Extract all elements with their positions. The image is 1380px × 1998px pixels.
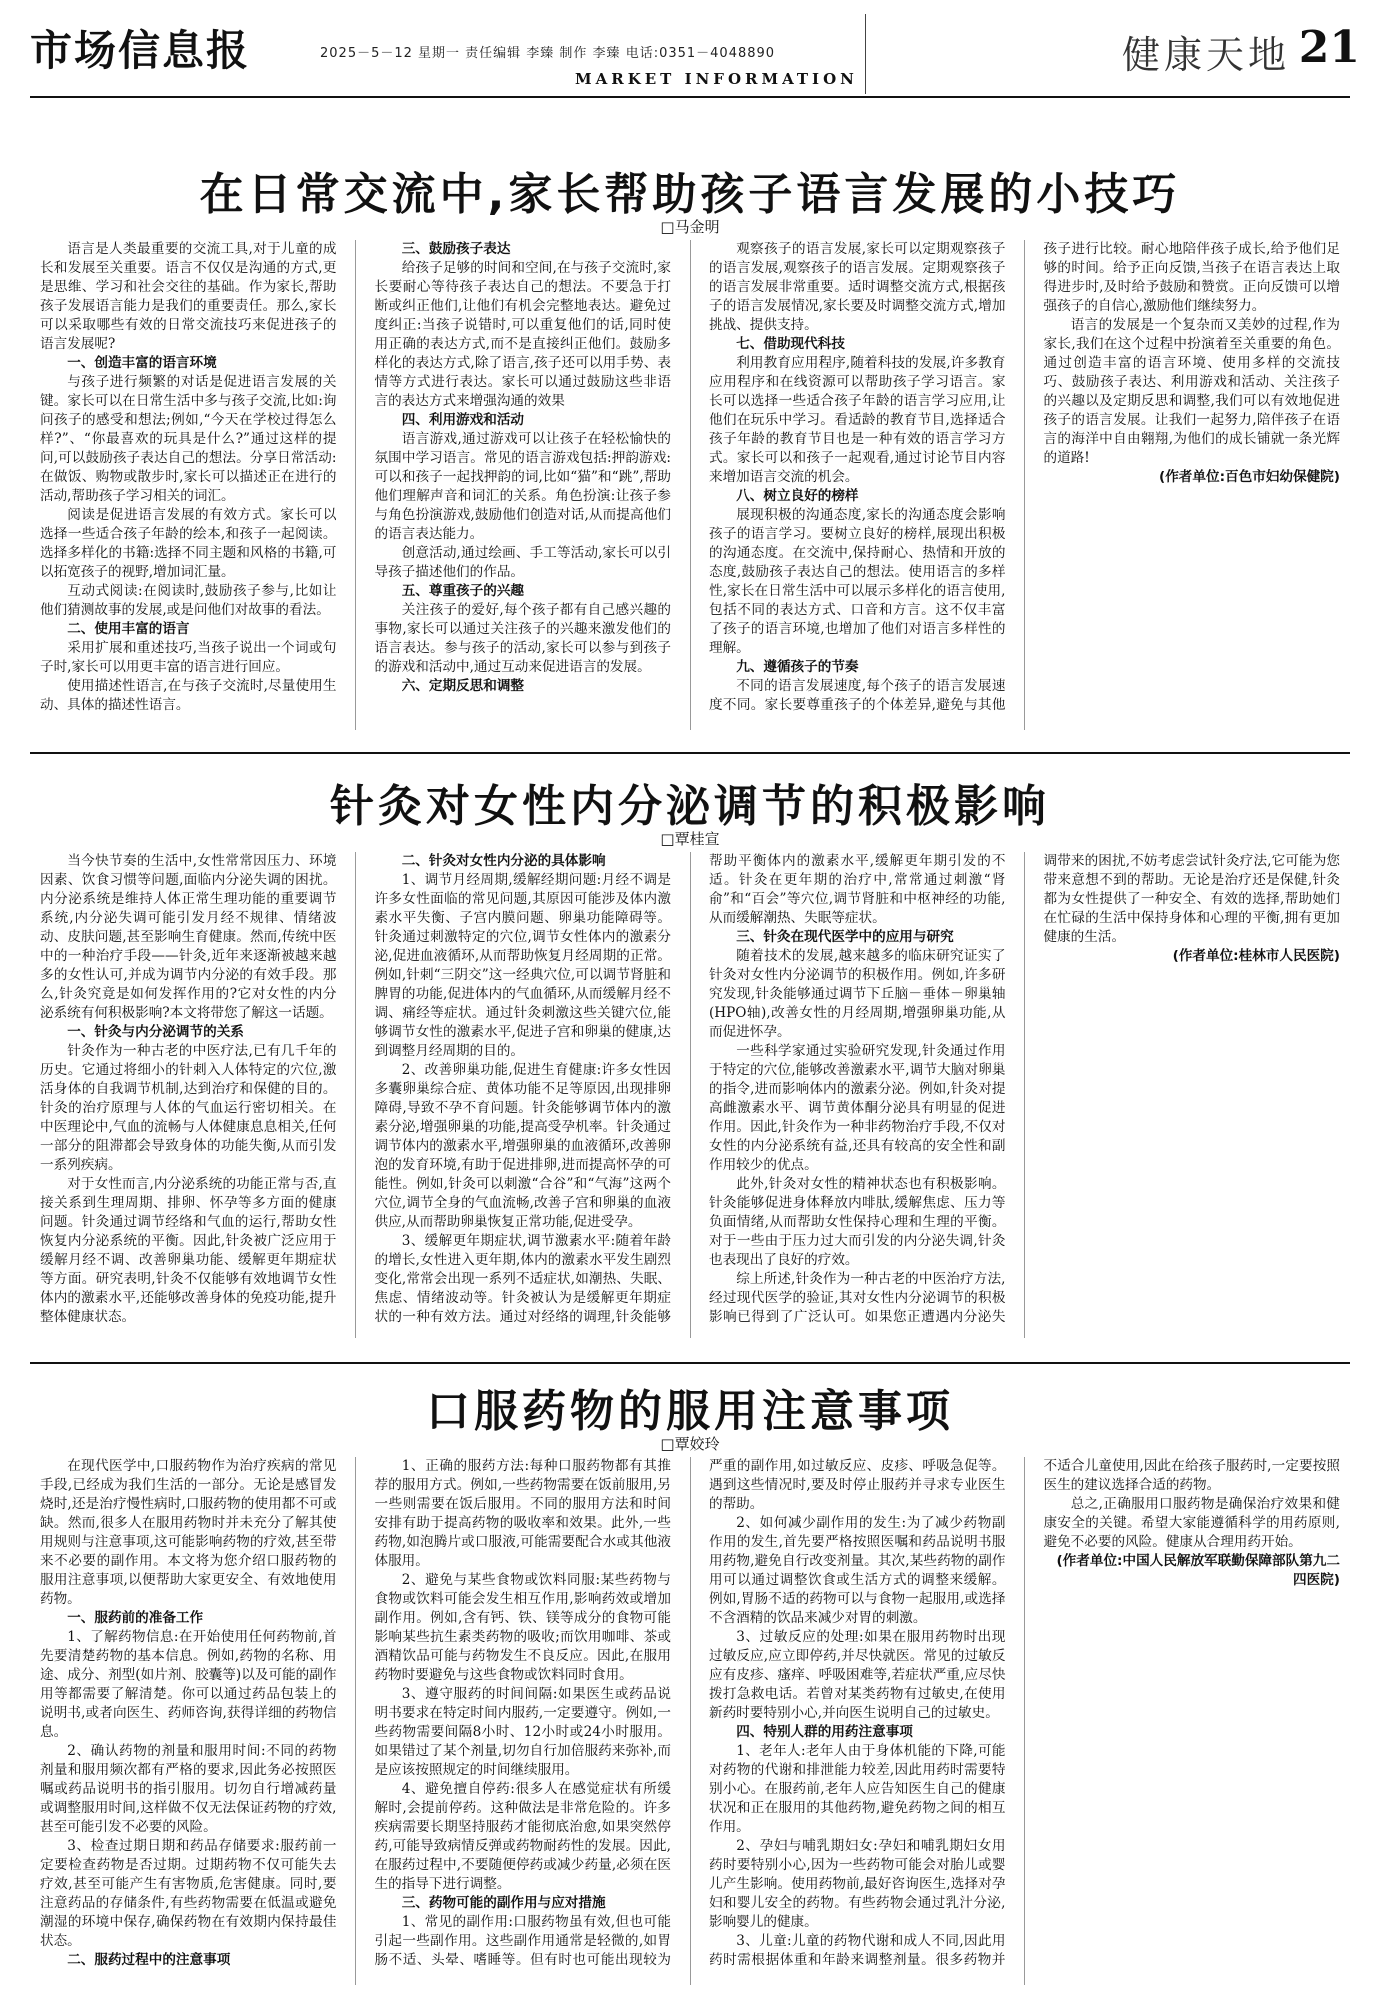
paragraph: 语言的发展是一个复杂而又美妙的过程,作为家长,我们在这个过程中扮演着至关重要的角色。通过创造丰富的语言环境、使用多样的交流技巧、鼓励孩子表达、利用游戏和活动、关注孩子的兴趣以及定期反思和调整,我们可以有效地促进孩子的语言发展。让我们一起努力,陪伴孩子在语言的海洋中自由翱翔,为他们的成长铺就一条光辉的道路! [1043,317,1340,466]
paragraph: 不同的语言发展速度,每个孩子的语言发展速度不同。家长要尊重孩子的个体差异,避免与其他孩子进行比较。耐心地陪伴孩子成长,给予他们足够的时间。给予正向反馈,当孩子在语言表达上取得进步时,及时给予鼓励和赞赏。正向反馈可以增强孩子的自信心,激励他们继续努力。 [709,241,1340,713]
paragraph: 使用描述性语言,在与孩子交流时,尽量使用生动、具体的描述性语言。 [40,678,337,713]
article-acupuncture [30,770,1350,1350]
author-affiliation: (作者单位:桂林市人民医院) [1172,948,1340,964]
paragraph: 阅读是促进语言发展的有效方式。家长可以选择一些适合孩子年龄的绘本,和孩子一起阅读。选择多样化的书籍:选择不同主题和风格的书籍,可以拓宽孩子的视野,增加词汇量。 [40,507,337,580]
paragraph: 3、儿童:儿童的药物代谢和成人不同,因此用药时需根据体重和年龄来调整剂量。很多药物并不适合儿童使用,因此在给孩子服药时,一定要按照医生的建议选择合适的药物。 [709,1458,1340,1968]
paragraph: 2、改善卵巢功能,促进生育健康:许多女性因多囊卵巢综合症、黄体功能不足等原因,出现排卵障碍,导致不孕不育问题。针灸能够调节体内的激素分泌,增强卵巢的功能,提高受孕机率。针灸通过调节体内的激素水平,增强卵巢的血液循环,改善卵泡的发育环境,有助于促进排卵,进而提高怀孕的可能性。例如,针灸可以刺激“合谷”和“气海”这两个穴位,调节全身的气血流畅,改善子宫和卵巢的血液供应,从而帮助卵巢恢复正常功能,促进受孕。 [374,1062,671,1230]
headline: 在日常交流中,家长帮助孩子语言发展的小技巧 [199,169,1181,220]
article-body [40,852,1340,1338]
article-divider [30,752,1350,754]
subheading: 二、使用丰富的语言 [67,621,190,637]
subheading: 三、药物可能的副作用与应对措施 [401,1895,606,1911]
paragraph: 互动式阅读:在阅读时,鼓励孩子参与,比如让他们猜测故事的发展,或是问他们对故事的看法。 [40,583,337,618]
subheading: 二、服药过程中的注意事项 [67,1952,231,1968]
paragraph: 1、常见的副作用:口服药物虽有效,但也可能引起一些副作用。这些副作用通常是轻微的,如胃肠不适、头晕、嗜睡等。但有时也可能出现较为严重的副作用,如过敏反应、皮疹、呼吸急促等。遇到这些情况时,要及时停止服药并寻求专业医生的帮助。 [374,1458,1006,1968]
paragraph: 此外,针灸对女性的精神状态也有积极影响。针灸能够促进身体释放内啡肽,缓解焦虑、压力等负面情绪,从而帮助女性保持心理和生理的平衡。对于一些由于压力过大而引发的内分泌失调,针灸也表现出了良好的疗效。 [709,1176,1006,1268]
article-divider [30,1362,1350,1364]
paragraph: 针灸作为一种古老的中医疗法,已有几千年的历史。它通过将细小的针刺入人体特定的穴位,激活身体的自我调节机制,达到治疗和保健的目的。针灸的治疗原理与人体的气血运行密切相关。在中医理论中,气血的流畅与人体健康息息相关,任何一部分的阻滞都会导致身体的功能失衡,从而引发一系列疾病。 [40,1043,337,1173]
byline: □马金明 [660,218,720,236]
section-title: 健康天地 [1121,33,1290,77]
author-affiliation: (作者单位:百色市妇幼保健院) [1159,469,1340,485]
subheading: 三、针灸在现代医学中的应用与研究 [736,929,954,945]
article-language-tips [30,140,1350,740]
masthead [30,14,1360,94]
article-oral-medication [30,1375,1350,1990]
masthead-divider [865,14,866,94]
subheading: 四、特别人群的用药注意事项 [736,1724,913,1740]
masthead-rule [30,96,1350,98]
paragraph: 与孩子进行频繁的对话是促进语言发展的关键。家长可以在日常生活中多与孩子交流,比如:询问孩子的感受和想法;例如,“今天在学校过得怎么样?”、“你最喜欢的玩具是什么?”通过这样的提问,可以鼓励孩子表达自己的想法。分享日常活动:在做饭、购物或散步时,家长可以描述正在进行的活动,帮助孩子学习相关的词汇。 [40,374,337,504]
paragraph: 语言游戏,通过游戏可以让孩子在轻松愉快的氛围中学习语言。常见的语言游戏包括:押韵游戏:可以和孩子一起找押韵的词,比如“猫”和“跳”,帮助他们理解声音和词汇的关系。角色扮演:让孩子参与角色扮演游戏,鼓励他们创造对话,从而提高他们的语言表达能力。 [374,431,671,542]
paragraph: 观察孩子的语言发展,家长可以定期观察孩子的语言发展,观察孩子的语言发展。定期观察孩子的语言发展非常重要。适时调整交流方式,根据孩子的语言发展情况,家长要及时调整交流方式,增加挑战、提供支持。 [709,241,1006,333]
headline: 针灸对女性内分泌调节的积极影响 [330,781,1050,832]
paragraph: 一些科学家通过实验研究发现,针灸通过作用于特定的穴位,能够改善激素水平,调节大脑对卵巢的指令,进而影响体内的激素分泌。例如,针灸对提高雌激素水平、调节黄体酮分泌具有明显的促进作用。因此,针灸作为一种非药物治疗手段,不仅对女性的内分泌系统有益,还具有较高的安全性和副作用较少的优点。 [709,1043,1006,1173]
subheading: 六、定期反思和调整 [401,678,525,694]
paragraph: 2、确认药物的剂量和服用时间:不同的药物剂量和服用频次都有严格的要求,因此务必按照医嘱或药品说明书的指引服用。切勿自行增减药量或调整服用时间,这样做不仅无法保证药物的疗效,甚至可能引发不必要的风险。 [40,1743,337,1835]
paragraph: 在现代医学中,口服药物作为治疗疾病的常见手段,已经成为我们生活的一部分。无论是感冒发烧时,还是治疗慢性病时,口服药物的使用都不可或缺。然而,很多人在服用药物时并未充分了解其使用规则与注意事项,这可能影响药物的疗效,甚至带来不必要的副作用。本文将为您介绍口服药物的服用注意事项,以便帮助大家更安全、有效地使用药物。 [40,1458,337,1607]
paragraph: 创意活动,通过绘画、手工等活动,家长可以引导孩子描述他们的作品。 [374,545,671,580]
page-number: 21 [1298,22,1360,73]
subheading: 一、针灸与内分泌调节的关系 [67,1024,244,1040]
headline: 口服药物的服用注意事项 [426,1386,954,1437]
subheading: 三、鼓励孩子表达 [401,241,511,257]
subheading: 一、创造丰富的语言环境 [67,355,217,371]
byline: □覃桂宣 [660,830,720,848]
paragraph: 1、调节月经周期,缓解经期问题:月经不调是许多女性面临的常见问题,其原因可能涉及体内激素水平失衡、子宫内膜问题、卵巢功能障碍等。针灸通过刺激特定的穴位,调节女性体内的激素分泌,促进血液循环,从而帮助恢复月经周期的正常。例如,针刺“三阴交”这一经典穴位,可以调节肾脏和脾胃的功能,促进体内的气血循环,从而缓解月经不调、痛经等症状。通过针灸刺激这些关键穴位,能够调节女性的激素水平,促进子宫和卵巢的健康,达到调整月经周期的目的。 [374,872,671,1059]
market-information-label: MARKET INFORMATION [575,70,858,88]
subheading: 八、树立良好的榜样 [736,488,859,504]
paragraph: 展现积极的沟通态度,家长的沟通态度会影响孩子的语言学习。要树立良好的榜样,展现出积极的沟通态度。在交流中,保持耐心、热情和开放的态度,鼓励孩子表达自己的想法。使用语言的多样性,家长在日常生活中可以展示多样化的语言使用,包括不同的表达方式、口音和方言。这不仅丰富了孩子的语言环境,也增加了他们对语言多样性的理解。 [709,507,1006,656]
subheading: 五、尊重孩子的兴趣 [401,583,525,599]
paragraph: 给孩子足够的时间和空间,在与孩子交流时,家长要耐心等待孩子表达自己的想法。不要急于打断或纠正他们,让他们有机会完整地表达。避免过度纠正:当孩子说错时,可以重复他们的话,同时使用正确的表达方式,而不是直接纠正他们。鼓励多样化的表达方式,除了语言,孩子还可以用手势、表情等方式进行表达。家长可以通过鼓励这些非语言的表达方式来增强沟通的效果 [374,260,671,409]
paragraph: 关注孩子的爱好,每个孩子都有自己感兴趣的事物,家长可以通过关注孩子的兴趣来激发他们的语言表达。参与孩子的活动,家长可以参与到孩子的游戏和活动中,通过互动来促进语言的发展。 [374,602,671,675]
paragraph: 1、了解药物信息:在开始使用任何药物前,首先要清楚药物的基本信息。例如,药物的名称、用途、成分、剂型(如片剂、胶囊等)以及可能的副作用等都需要了解清楚。你可以通过药品包装上的说明书,或者向医生、药师咨询,获得详细的药物信息。 [40,1629,337,1740]
paragraph: 3、缓解更年期症状,调节激素水平:随着年龄的增长,女性进入更年期,体内的激素水平发生剧烈变化,常常会出现一系列不适症状,如潮热、失眠、焦虑、情绪波动等。针灸被认为是缓解更年期症状的一种有效方法。通过对经络的调理,针灸能够帮助平衡体内的激素水平,缓解更年期引发的不适。针灸在更年期的治疗中,常常通过刺激“肾俞”和“百会”等穴位,调节肾脏和中枢神经的功能,从而缓解潮热、失眠等症状。 [374,853,1006,1325]
paragraph: 2、孕妇与哺乳期妇女:孕妇和哺乳期妇女用药时要特别小心,因为一些药物可能会对胎儿或婴儿产生影响。使用药物前,最好咨询医生,选择对孕妇和婴儿安全的药物。有些药物会通过乳汁分泌,影响婴儿的健康。 [709,1838,1006,1930]
paragraph: 当今快节奏的生活中,女性常常因压力、环境因素、饮食习惯等问题,面临内分泌失调的困扰。内分泌系统是维持人体正常生理功能的重要调节系统,内分泌失调可能引发月经不规律、情绪波动、皮肤问题,甚至影响生育健康。然而,传统中医中的一种治疗手段——针灸,近年来逐渐被越来越多的女性认可,并成为调节内分泌的有效手段。那么,针灸究竟是如何发挥作用的?它对女性的内分泌系统有何积极影响?本文将带您了解这一话题。 [40,853,337,1021]
paragraph: 随着技术的发展,越来越多的临床研究证实了针灸对女性内分泌调节的积极作用。例如,许多研究发现,针灸能够通过调节下丘脑－垂体－卵巢轴(HPO轴),改善女性的月经周期,增强卵巢功能,从而促进怀孕。 [709,948,1006,1040]
paragraph: 2、避免与某些食物或饮料同服:某些药物与食物或饮料可能会发生相互作用,影响药效或增加副作用。例如,含有钙、铁、镁等成分的食物可能影响某些抗生素类药物的吸收;而饮用咖啡、茶或酒精饮品可能与药物发生不良反应。因此,在服用药物时要避免与这些食物或饮料同时食用。 [374,1572,671,1683]
paragraph: 1、正确的服药方法:每种口服药物都有其推荐的服用方式。例如,一些药物需要在饭前服用,另一些则需要在饭后服用。不同的服用方法和时间安排有助于提高药物的吸收率和效果。此外,一些药物,如泡腾片或口服液,可能需要配合水或其他液体服用。 [374,1458,671,1569]
issue-meta: 2025－5－12 星期一 责任编辑 李臻 制作 李臻 电话:0351－4048890 [320,46,776,61]
subheading: 四、利用游戏和活动 [401,412,525,428]
paragraph: 1、老年人:老年人由于身体机能的下降,可能对药物的代谢和排泄能力较差,因此用药时需要特别小心。在服药前,老年人应告知医生自己的健康状况和正在服用的其他药物,避免药物之间的相互作用。 [709,1743,1006,1835]
paragraph: 采用扩展和重述技巧,当孩子说出一个词或句子时,家长可以用更丰富的语言进行回应。 [40,640,337,675]
paragraph: 3、检查过期日期和药品存储要求:服药前一定要检查药物是否过期。过期药物不仅可能失去疗效,甚至可能产生有害物质,危害健康。同时,要注意药品的存储条件,有些药物需要在低温或避免潮湿的环境中保存,确保药物在有效期内保持最佳状态。 [40,1838,337,1949]
article-body [40,1457,1340,1985]
paragraph: 3、遵守服药的时间间隔:如果医生或药品说明书要求在特定时间内服药,一定要遵守。例如,一些药物需要间隔8小时、12小时或24小时服用。如果错过了某个剂量,切勿自行加倍服药来弥补,而是应该按照规定的时间继续服用。 [374,1686,671,1778]
newspaper-logo: 市场信息报 [30,26,251,75]
paragraph: 综上所述,针灸作为一种古老的中医治疗方法,经过现代医学的验证,其对女性内分泌调节的积极影响已得到了广泛认可。如果您正遭遇内分泌失调带来的困扰,不妨考虑尝试针灸疗法,它可能为您带来意想不到的帮助。无论是治疗还是保健,针灸都为女性提供了一种安全、有效的选择,帮助她们在忙碌的生活中保持身体和心理的平衡,拥有更加健康的生活。 [709,853,1340,1325]
paragraph: 对于女性而言,内分泌系统的功能正常与否,直接关系到生理周期、排卵、怀孕等多方面的健康问题。针灸通过调节经络和气血的运行,帮助女性恢复内分泌系统的平衡。因此,针灸被广泛应用于缓解月经不调、改善卵巢功能、缓解更年期症状等方面。研究表明,针灸不仅能够有效地调节女性体内的激素水平,还能够改善身体的免疫功能,提升整体健康状态。 [40,1176,337,1325]
author-affiliation: (作者单位:中国人民解放军联勤保障部队第九二四医院) [1056,1553,1340,1588]
subheading: 二、针灸对女性内分泌的具体影响 [401,853,606,869]
paragraph: 利用教育应用程序,随着科技的发展,许多教育应用程序和在线资源可以帮助孩子学习语言。家长可以选择一些适合孩子年龄的语言学习应用,让他们在玩乐中学习。看适龄的教育节目,选择适合孩子年龄的教育节目也是一种有效的语言学习方式。家长可以和孩子一起观看,通过讨论节目内容来增加语言交流的机会。 [709,355,1006,485]
paragraph: 语言是人类最重要的交流工具,对于儿童的成长和发展至关重要。语言不仅仅是沟通的方式,更是思维、学习和社会交往的基础。作为家长,帮助孩子发展语言能力是我们的重要责任。那么,家长可以采取哪些有效的日常交流技巧来促进孩子的语言发展呢? [40,241,337,352]
paragraph: 总之,正确服用口服药物是确保治疗效果和健康安全的关键。希望大家能遵循科学的用药原则,避免不必要的风险。健康从合理用药开始。 [1043,1496,1340,1550]
paragraph: 3、过敏反应的处理:如果在服用药物时出现过敏反应,应立即停药,并尽快就医。常见的过敏反应有皮疹、瘙痒、呼吸困难等,若症状严重,应尽快拨打急救电话。若曾对某类药物有过敏史,在使用新药时要特别小心,并向医生说明自己的过敏史。 [709,1629,1006,1721]
paragraph: 4、避免擅自停药:很多人在感觉症状有所缓解时,会提前停药。这种做法是非常危险的。许多疾病需要长期坚持服药才能彻底治愈,如果突然停药,可能导致病情反弹或药物耐药性的发展。因此,在服药过程中,不要随便停药或减少药量,必须在医生的指导下进行调整。 [374,1781,671,1892]
paragraph: 2、如何减少副作用的发生:为了减少药物副作用的发生,首先要严格按照医嘱和药品说明书服用药物,避免自行改变剂量。其次,某些药物的副作用可以通过调整饮食或生活方式的调整来缓解。例如,胃肠不适的药物可以与食物一起服用,或选择不含酒精的饮品来减少对胃的刺激。 [709,1515,1006,1626]
subheading: 七、借助现代科技 [736,336,845,352]
byline: □覃姣玲 [660,1435,720,1453]
subheading: 九、遵循孩子的节奏 [736,659,859,675]
subheading: 一、服药前的准备工作 [67,1610,204,1626]
article-body [40,240,1340,730]
